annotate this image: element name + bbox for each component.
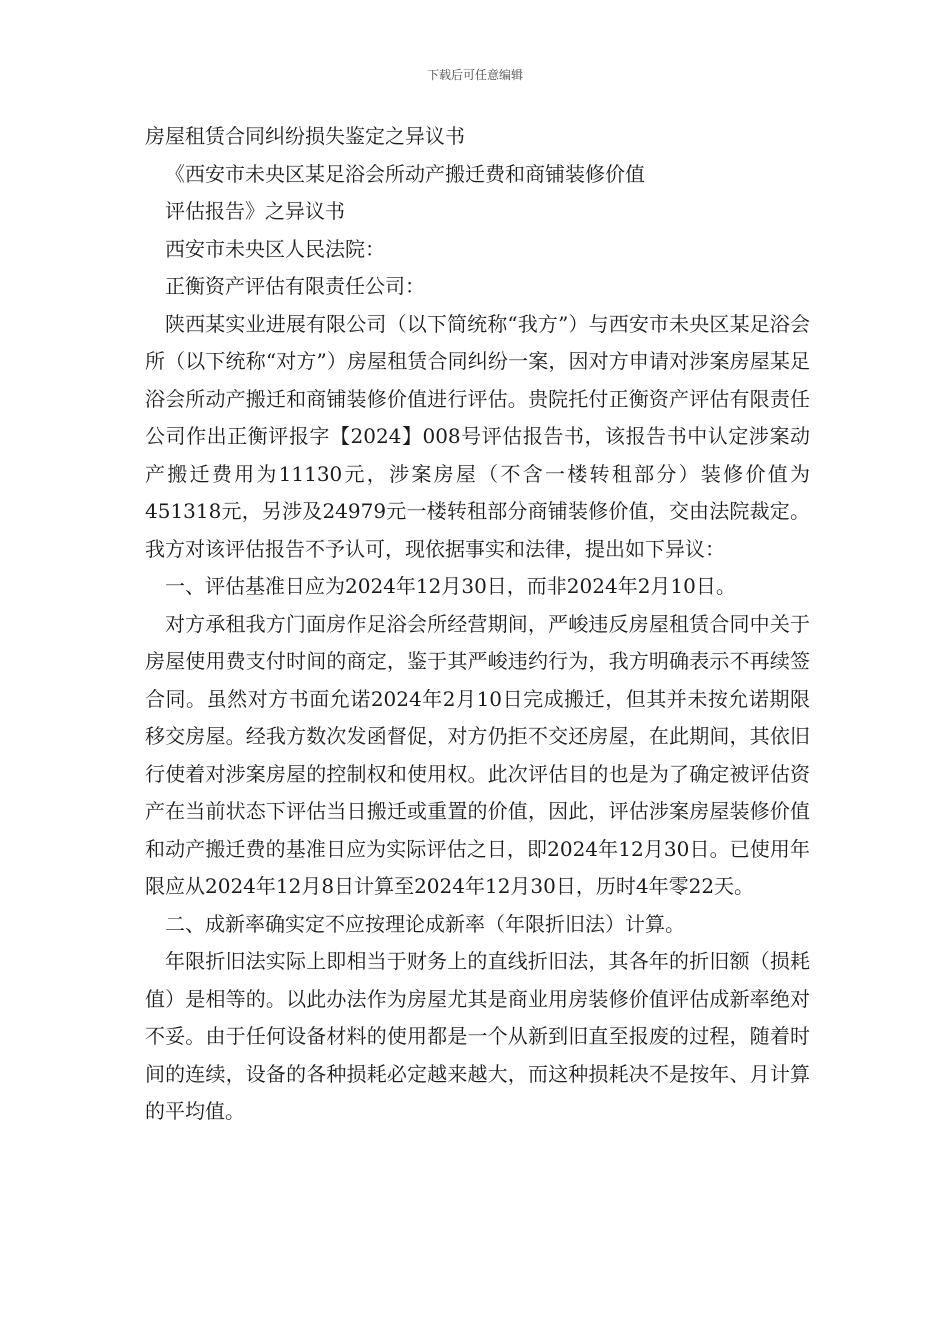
- paragraph-intro: 陕西某实业进展有限公司（以下简统称“我方”）与西安市未央区某足浴会所（以下统称“对方”）房屋租赁合同纠纷一案，因对方申请对涉案房屋某足浴会所动产搬迁和商铺装修价值进行评估。贵院托付正衡资产评估有限责任公司作出正衡评报字【2024】008号评估报告书，该报告书中认定涉案动产搬迁费用为11130元，涉案房屋（不含一楼转租部分）装修价值为451318元，另涉及24979元一楼转租部分商铺装修价值，交由法院裁定。我方对该评估报告不予认可，现依据事实和法律，提出如下异议：: [145, 311, 810, 561]
- document-title: 房屋租赁合同纠纷损失鉴定之异议书: [145, 124, 465, 148]
- document-subtitle-line-1: 《西安市未央区某足浴会所动产搬迁费和商铺装修价值: [165, 161, 645, 186]
- addressee-court: 西安市未央区人民法院：: [165, 236, 385, 261]
- document-body: [145, 118, 810, 1131]
- section-heading-2: 二、成新率确实定不应按理论成新率（年限折旧法）计算。: [165, 911, 685, 936]
- addressee-company: 正衡资产评估有限责任公司：: [165, 274, 425, 298]
- paragraph-section-1: 对方承租我方门面房作足浴会所经营期间，严峻违反房屋租赁合同中关于房屋使用费支付时间的商定，鉴于其严峻违约行为，我方明确表示不再续签合同。虽然对方书面允诺2024年2月10日完成搬迁，但其并未按允诺期限移交房屋。经我方数次发函督促，对方仍拒不交还房屋，在此期间，其依旧行使着对涉案房屋的控制权和使用权。此次评估目的也是为了确定被评估资产在当前状态下评估当日搬迁或重置的价值，因此，评估涉案房屋装修价值和动产搬迁费的基准日应为实际评估之日，即2024年12月30日。已使用年限应从2024年12月8日计算至2024年12月30日，历时4年零22天。: [145, 611, 810, 898]
- header-note: 下载后可任意编辑: [426, 68, 523, 82]
- document-subtitle-line-2: 评估报告》之异议书: [165, 199, 345, 223]
- paragraph-section-2: 年限折旧法实际上即相当于财务上的直线折旧法，其各年的折旧额（损耗值）是相等的。以此办法作为房屋尤其是商业用房装修价值评估成新率绝对不妥。由于任何设备材料的使用都是一个从新到旧直至报废的过程，随着时间的连续，设备的各种损耗必定越来越大，而这种损耗决不是按年、月计算的平均值。: [145, 949, 810, 1123]
- section-heading-1: 一、评估基准日应为2024年12月30日，而非2024年2月10日。: [165, 574, 736, 598]
